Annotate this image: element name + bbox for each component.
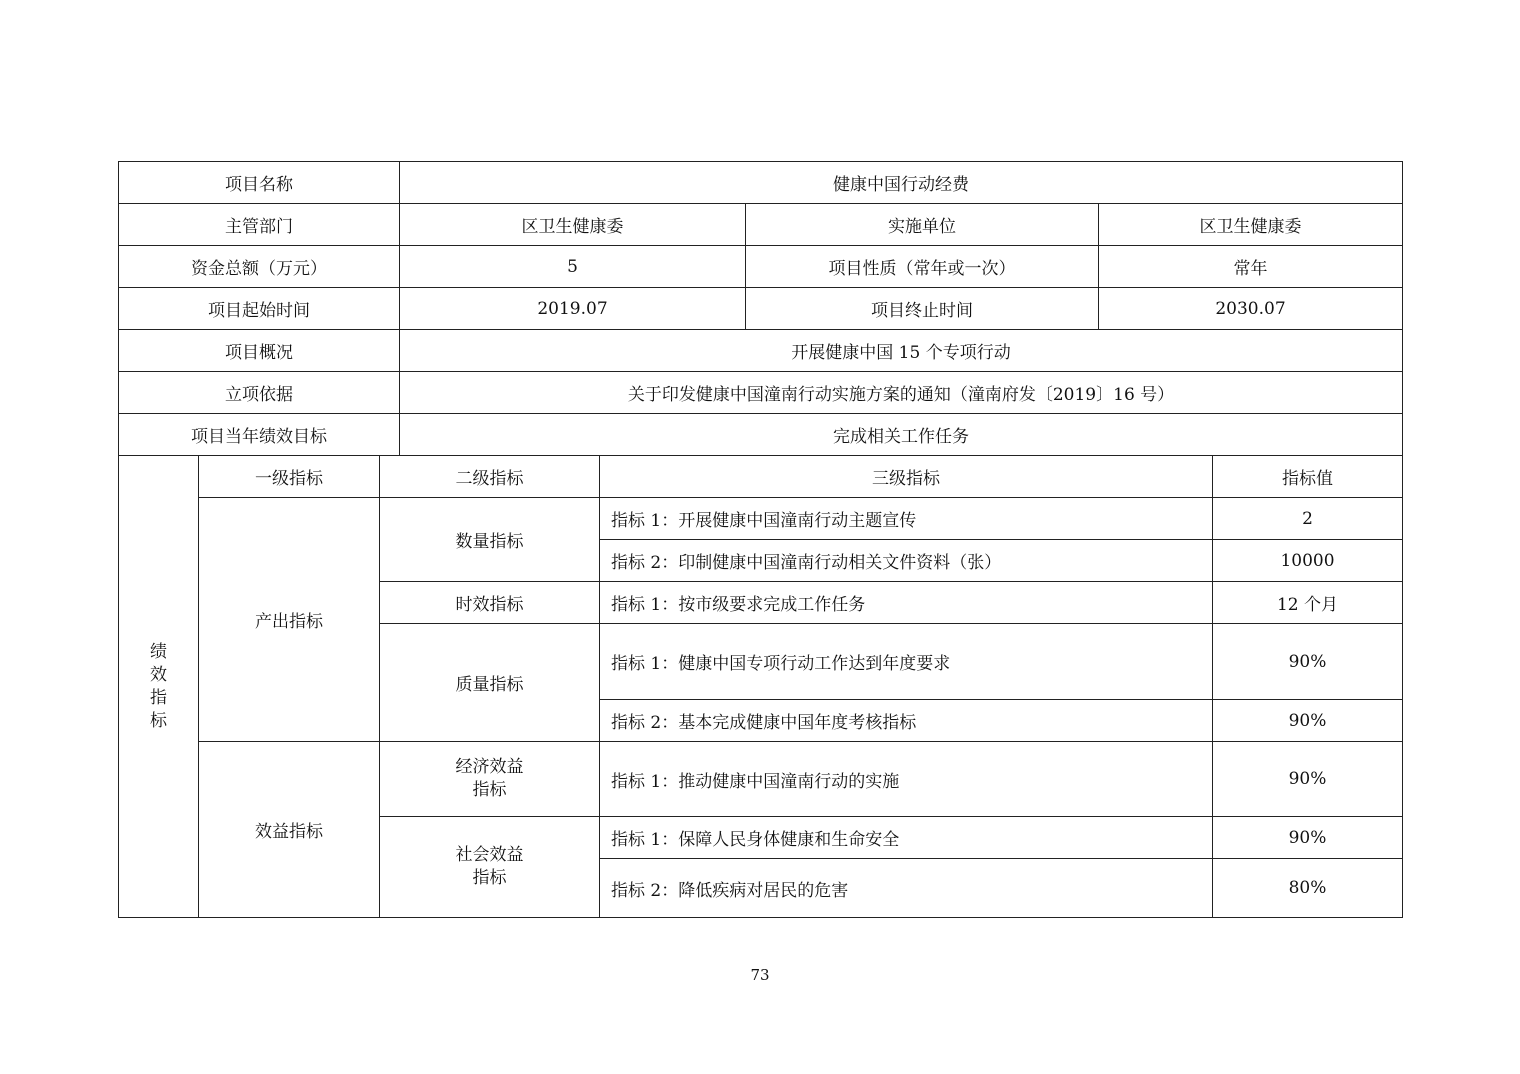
goal-value: 完成相关工作任务: [400, 414, 1403, 456]
indicator-value: 90%: [1213, 624, 1403, 700]
indicator-value: 2: [1213, 498, 1403, 540]
l2-economic-line1: 经济效益: [455, 757, 524, 777]
indicator-value: 10000: [1213, 540, 1403, 582]
perf-title-char: 绩: [150, 641, 167, 662]
indicator-text: 指标 2：降低疾病对居民的危害: [600, 859, 1213, 918]
indicator-value: 80%: [1213, 859, 1403, 918]
perf-title-char: 指: [150, 687, 167, 708]
l2-social-line1: 社会效益: [455, 845, 524, 865]
indicator-text: 指标 1：推动健康中国潼南行动的实施: [600, 742, 1213, 817]
nature-label: 项目性质（常年或一次）: [746, 246, 1099, 288]
perf-title-char: 标: [150, 710, 167, 731]
nature-value: 常年: [1099, 246, 1403, 288]
perf-title-char: 效: [150, 664, 167, 685]
l2-timeliness: 时效指标: [380, 582, 600, 624]
l2-economic-line2: 指标: [472, 780, 507, 800]
l2-quantity: 数量指标: [380, 498, 600, 582]
dept-label: 主管部门: [119, 204, 400, 246]
start-value: 2019.07: [400, 288, 746, 330]
indicator-text: 指标 1：按市级要求完成工作任务: [600, 582, 1213, 624]
dept-value: 区卫生健康委: [400, 204, 746, 246]
indicator-text: 指标 1：开展健康中国潼南行动主题宣传: [600, 498, 1213, 540]
performance-table: [118, 455, 1403, 918]
start-label: 项目起始时间: [119, 288, 400, 330]
end-label: 项目终止时间: [746, 288, 1099, 330]
fund-label: 资金总额（万元）: [119, 246, 400, 288]
l1-output: 产出指标: [199, 498, 380, 742]
l2-social-line2: 指标: [472, 868, 507, 888]
fund-value: 5: [400, 246, 746, 288]
indicator-text: 指标 2：印制健康中国潼南行动相关文件资料（张）: [600, 540, 1213, 582]
perf-title: [119, 456, 199, 918]
indicator-value: 90%: [1213, 742, 1403, 817]
impl-value: 区卫生健康委: [1099, 204, 1403, 246]
impl-label: 实施单位: [746, 204, 1099, 246]
basis-label: 立项依据: [119, 372, 400, 414]
goal-label: 项目当年绩效目标: [119, 414, 400, 456]
l2-social: [380, 817, 600, 918]
basis-value: 关于印发健康中国潼南行动实施方案的通知（潼南府发〔2019〕16 号）: [400, 372, 1403, 414]
project-name-label: 项目名称: [119, 162, 400, 204]
overview-label: 项目概况: [119, 330, 400, 372]
header-level1: 一级指标: [199, 456, 380, 498]
page-number: 73: [750, 966, 770, 984]
header-level2: 二级指标: [380, 456, 600, 498]
overview-value: 开展健康中国 15 个专项行动: [400, 330, 1403, 372]
indicator-text: 指标 2：基本完成健康中国年度考核指标: [600, 700, 1213, 742]
header-value: 指标值: [1213, 456, 1403, 498]
end-value: 2030.07: [1099, 288, 1403, 330]
project-info-table: [118, 161, 1403, 456]
l1-benefit: 效益指标: [199, 742, 380, 918]
l2-economic: [380, 742, 600, 817]
indicator-value: 12 个月: [1213, 582, 1403, 624]
indicator-text: 指标 1：健康中国专项行动工作达到年度要求: [600, 624, 1213, 700]
indicator-text: 指标 1：保障人民身体健康和生命安全: [600, 817, 1213, 859]
indicator-value: 90%: [1213, 817, 1403, 859]
l2-quality: 质量指标: [380, 624, 600, 742]
project-name-value: 健康中国行动经费: [400, 162, 1403, 204]
indicator-value: 90%: [1213, 700, 1403, 742]
header-level3: 三级指标: [600, 456, 1213, 498]
